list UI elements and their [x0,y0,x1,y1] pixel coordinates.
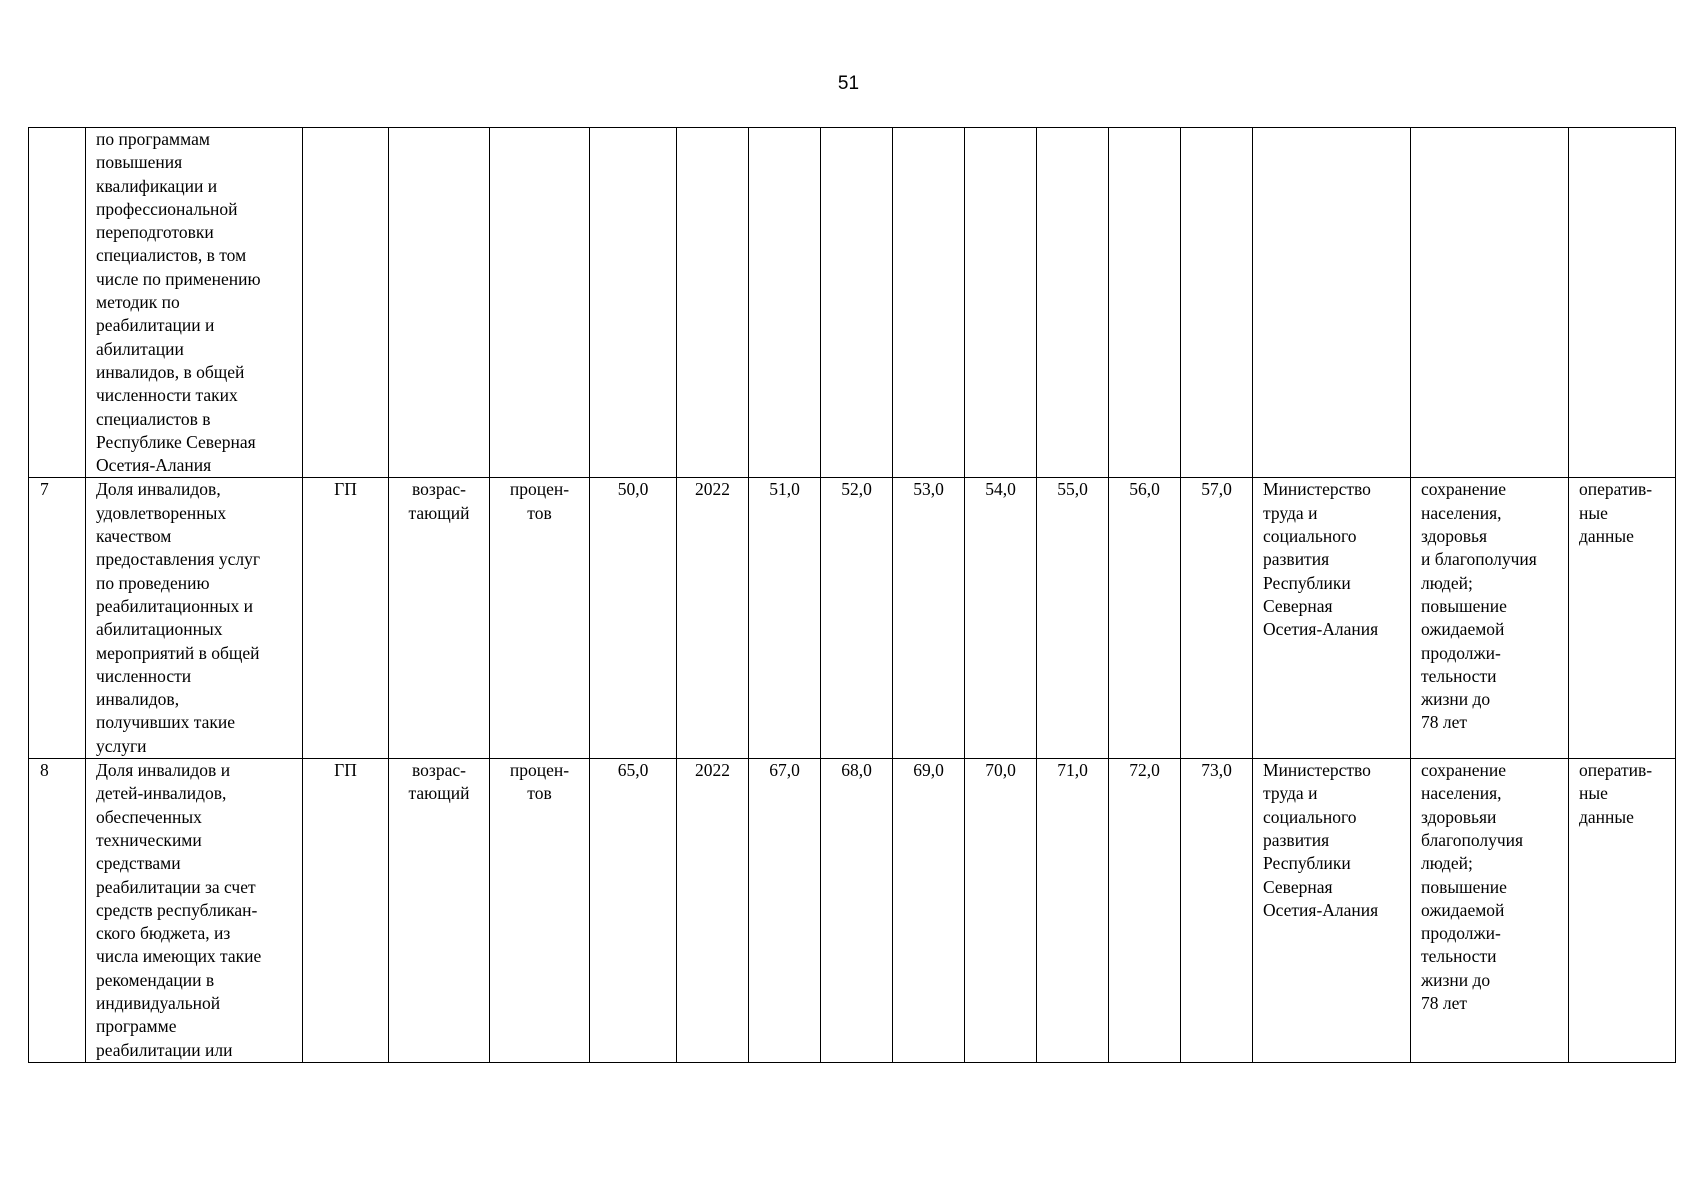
base-year-cell [677,128,749,478]
year-value-cell: 73,0 [1181,759,1253,1063]
source-cell-line: ные [1579,502,1608,523]
responsible-cell-line: Республики [1263,572,1351,593]
indicator-name-cell-line: реабилитации или [96,1039,233,1060]
goal-cell-line: тельности [1421,665,1497,686]
trend-cell-line: тающий [408,783,470,804]
table-row [29,759,1676,1063]
goal-cell-line: населения, [1421,783,1502,804]
source-cell-line: оператив- [1579,760,1653,781]
year-value-cell: 53,0 [893,478,965,759]
goal-cell-line: людей; [1421,853,1473,874]
year-value-cell: 56,0 [1109,478,1181,759]
indicator-name-cell-line: качеством [96,526,172,547]
responsible-cell-line: Северная [1263,876,1333,897]
unit-cell-line: тов [527,502,552,523]
unit-cell-line: тов [527,783,552,804]
indicator-name-cell-line: удовлетворенных [96,502,227,523]
responsible-cell [1253,759,1411,1063]
unit-cell [490,478,590,759]
row-number-cell [29,128,86,478]
indicator-name-cell-line: Республике Северная [96,431,256,452]
trend-cell-line: возрас- [412,479,466,500]
year-value-cell: 67,0 [749,759,821,1063]
goal-cell [1411,759,1569,1063]
year-value-cell [821,128,893,478]
goal-cell-line: сохранение [1421,760,1506,781]
goal-cell-line: 78 лет [1421,992,1468,1013]
goal-cell-line: 78 лет [1421,712,1468,733]
indicator-name-cell-line: услуги [96,735,147,756]
indicator-name-cell-line: детей-инвалидов, [96,783,227,804]
source-cell-line: ные [1579,783,1608,804]
indicator-name-cell-line: численности [96,665,192,686]
goal-cell-line: повышение [1421,876,1507,897]
indicator-name-cell-line: численности таких [96,385,238,406]
responsible-cell-line: Республики [1263,853,1351,874]
indicator-name-cell-line: ского бюджета, из [96,923,231,944]
base-value-cell [590,128,677,478]
goal-cell-line: сохранение [1421,479,1506,500]
indicator-name-cell-line: профессиональной [96,198,238,219]
unit-cell [490,759,590,1063]
year-value-cell: 68,0 [821,759,893,1063]
indicator-name-cell-line: по программам [96,129,210,149]
source-cell-line: данные [1579,526,1634,547]
year-value-cell: 55,0 [1037,478,1109,759]
indicator-name-cell-line: Осетия-Алания [96,455,212,476]
unit-cell [490,128,590,478]
indicator-name-cell [86,128,303,478]
unit-cell-line: процен- [509,479,570,500]
goal-cell-line: жизни до [1421,689,1491,710]
goal-cell-line: тельности [1421,946,1497,967]
level-cell: ГП [303,759,389,1063]
goal-cell-line: благополучия [1421,829,1524,850]
year-value-cell: 72,0 [1109,759,1181,1063]
year-value-cell: 71,0 [1037,759,1109,1063]
responsible-cell-line: Северная [1263,595,1333,616]
goal-cell-line: и благополучия [1421,549,1537,570]
responsible-cell [1253,128,1411,478]
indicator-name-cell-line: специалистов, в том [96,245,247,266]
year-value-cell: 70,0 [965,759,1037,1063]
indicator-name-cell-line: абилитации [96,338,184,359]
indicator-name-cell-line: реабилитации и [96,315,215,336]
responsible-cell-line: Министерство [1263,479,1371,500]
indicator-name-cell-line: по проведению [96,572,210,593]
trend-cell [389,478,490,759]
year-value-cell [749,128,821,478]
goal-cell-line: жизни до [1421,969,1491,990]
base-value-cell: 65,0 [590,759,677,1063]
indicator-name-cell-line: получивших такие [96,712,236,733]
responsible-cell-line: социального [1263,526,1357,547]
indicator-name-cell-line: квалификации и [96,175,218,196]
indicator-name-cell-line: средств республикан- [96,899,258,920]
indicator-name-cell-line: программе [96,1016,177,1037]
source-cell-line: данные [1579,806,1634,827]
indicator-name-cell-line: реабилитации за счет [96,876,256,897]
year-value-cell: 69,0 [893,759,965,1063]
indicator-name-cell-line: реабилитационных и [96,595,253,616]
indicator-name-cell-line: абилитационных [96,619,223,640]
year-value-cell: 57,0 [1181,478,1253,759]
goal-cell-line: продолжи- [1421,923,1501,944]
indicator-name-cell-line: повышения [96,152,183,173]
table-row [29,478,1676,759]
responsible-cell-line: Министерство [1263,760,1371,781]
goal-cell-line: повышение [1421,595,1507,616]
goal-cell-line: здоровья [1421,526,1488,547]
year-value-cell [1109,128,1181,478]
responsible-cell-line: развития [1263,829,1330,850]
responsible-cell-line: развития [1263,549,1330,570]
goal-cell-line: ожидаемой [1421,899,1505,920]
goal-cell-line: ожидаемой [1421,619,1505,640]
trend-cell [389,759,490,1063]
base-year-cell: 2022 [677,759,749,1063]
indicator-name-cell-line: числе по применению [96,268,261,289]
responsible-cell-line: Осетия-Алания [1263,619,1379,640]
year-value-cell [893,128,965,478]
indicator-name-cell-line: средствами [96,853,181,874]
responsible-cell-line: социального [1263,806,1357,827]
indicator-name-cell-line: техническими [96,829,202,850]
indicator-name-cell-line: специалистов в [96,408,211,429]
source-cell-line: оператив- [1579,479,1653,500]
indicator-name-cell [86,759,303,1063]
indicator-name-cell-line: предоставления услуг [96,549,261,570]
indicator-name-cell-line: обеспеченных [96,806,202,827]
indicator-name-cell-line: мероприятий в общей [96,642,260,663]
source-cell [1569,128,1676,478]
indicator-name-cell-line: рекомендации в [96,969,215,990]
source-cell [1569,478,1676,759]
indicator-name-cell-line: инвалидов, в общей [96,361,245,382]
base-year-cell: 2022 [677,478,749,759]
table-row [29,128,1676,478]
source-cell [1569,759,1676,1063]
year-value-cell: 51,0 [749,478,821,759]
level-cell: ГП [303,478,389,759]
indicator-name-cell-line: числа имеющих такие [96,946,262,967]
indicators-table [28,127,1676,1063]
year-value-cell: 52,0 [821,478,893,759]
goal-cell [1411,128,1569,478]
responsible-cell-line: Осетия-Алания [1263,899,1379,920]
responsible-cell [1253,478,1411,759]
goal-cell [1411,478,1569,759]
year-value-cell [1181,128,1253,478]
indicator-name-cell-line: переподготовки [96,222,214,243]
indicator-name-cell-line: методик по [96,292,180,313]
responsible-cell-line: труда и [1263,783,1318,804]
year-value-cell: 54,0 [965,478,1037,759]
goal-cell-line: населения, [1421,502,1502,523]
indicator-name-cell-line: Доля инвалидов и [96,760,231,781]
indicator-name-cell-line: Доля инвалидов, [96,479,221,500]
trend-cell-line: возрас- [412,760,466,781]
year-value-cell [965,128,1037,478]
trend-cell [389,128,490,478]
indicator-name-cell [86,478,303,759]
row-number-cell: 7 [29,478,86,759]
row-number-cell: 8 [29,759,86,1063]
page-number: 51 [837,73,860,94]
base-value-cell: 50,0 [590,478,677,759]
unit-cell-line: процен- [509,760,570,781]
indicator-name-cell-line: инвалидов, [96,689,180,710]
level-cell [303,128,389,478]
goal-cell-line: людей; [1421,572,1473,593]
goal-cell-line: здоровьяи [1421,806,1497,827]
goal-cell-line: продолжи- [1421,642,1501,663]
responsible-cell-line: труда и [1263,502,1318,523]
indicator-name-cell-line: индивидуальной [96,992,221,1013]
trend-cell-line: тающий [408,502,470,523]
year-value-cell [1037,128,1109,478]
